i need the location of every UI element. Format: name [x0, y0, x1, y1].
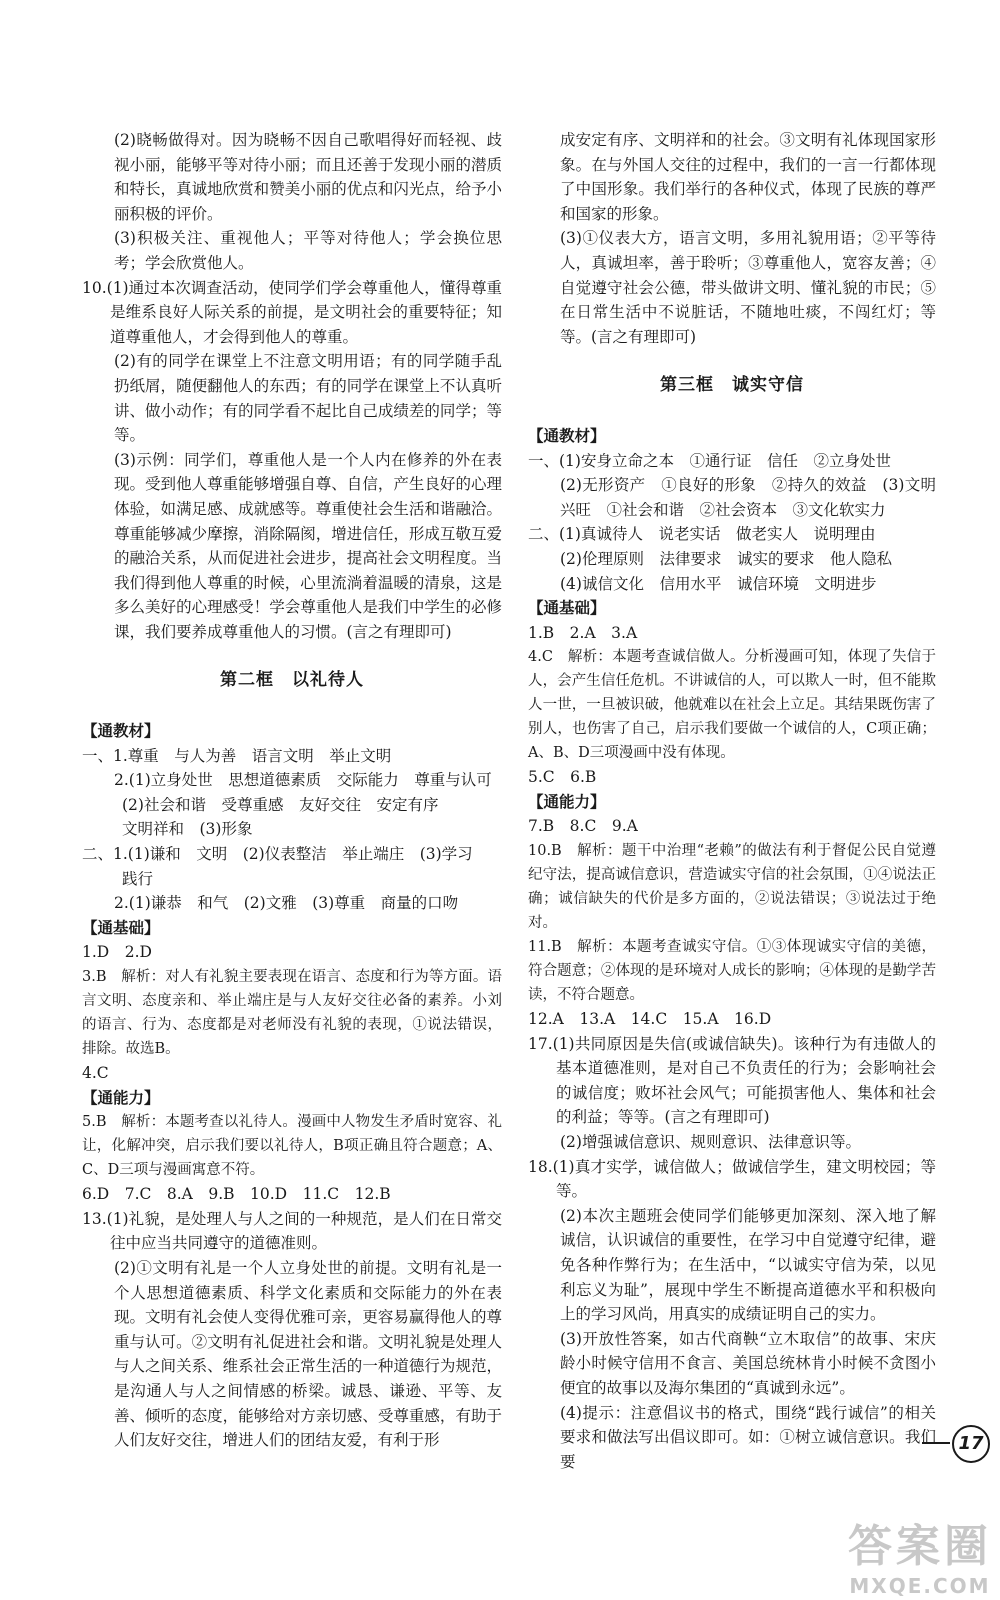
textbook-line: (4)诚信文化 信用水平 诚信环境 文明进步: [560, 574, 877, 593]
right-column: [528, 128, 952, 1474]
ability-answer: 13.(1)礼貌，是处理人与人之间的一种规范，是人们在日常交往中应当共同遵守的道德准则。: [82, 1209, 502, 1253]
page-number: [922, 1425, 990, 1463]
basics-heading: 【通基础】: [528, 598, 606, 618]
basics-answer: 4.C: [82, 1064, 109, 1082]
section-title-frame-2: 第二框 以礼待人: [220, 670, 364, 691]
textbook-heading: 【通教材】: [528, 425, 606, 445]
ability-heading: 【通能力】: [82, 1087, 160, 1107]
textbook-line: 二、1.(1)谦和 文明 (2)仪表整洁 举止端庄 (3)学习: [82, 845, 473, 864]
ability-answer: 11.B 解析：本题考查诚实守信。①③体现诚实守信的美德，符合题意；②体现的是环境对人成长的影响；④体现的是勤学苦读，不符合题意。: [528, 939, 936, 1004]
ability-answer: 5.B 解析：本题考查以礼待人。漫画中人物发生矛盾时宽容、礼让，化解冲突，启示我们要以礼待人，B项正确且符合题意；A、C、D三项与漫画寓意不符。: [82, 1114, 502, 1179]
ability-answer: (2)①文明有礼是一个人立身处世的前提。文明有礼是一个人思想道德素质、科学文化素质和交际能力的外在表现。文明有礼会使人变得优雅可亲，更容易赢得他人的尊重与认可。②文明有礼促进社会和谐。文明礼貌是处理人与人之间关系、维系社会正常生活的一种道德行为规范，是沟通人与人之间情感的桥梁。诚恳、谦逊、平等、友善、倾听的态度，能够给对方亲切感、受尊重感，有助于人们友好交往，增进人们的团结友爱，有利于形: [114, 1258, 502, 1450]
question-10-part-2: (2)有的同学在课堂上不注意文明用语；有的同学随手乱扔纸屑，随便翻他人的东西；有的同学在课堂上不认真听讲、做小动作；有的同学看不起比自己成绩差的同学；等等。: [114, 352, 502, 445]
textbook-line: (2)社会和谐 受尊重感 友好交往 安定有序: [122, 795, 439, 814]
watermark-logo: [848, 1510, 992, 1598]
basics-answer: 1.D 2.D: [82, 943, 152, 962]
ability-answer: (3)开放性答案，如古代商鞅“立木取信”的故事、宋庆龄小时候守信用不食言、美国总统林肯小时候不贪图小便宜的故事以及海尔集团的“真诚到永远”。: [560, 1329, 936, 1397]
textbook-line: 文明祥和 (3)形象: [122, 820, 253, 839]
ability-answer: (4)提示：注意倡议书的格式，围绕“践行诚信”的相关要求和做法写出倡议即可。如：①树立诚信意识。我们要: [560, 1403, 936, 1471]
continued-answer-2: (2)晓畅做得对。因为晓畅不因自己歌唱得好而轻视、歧视小丽，能够平等对待小丽；而且还善于发现小丽的潜质和特长，真诚地欣赏和赞美小丽的优点和闪光点，给予小丽积极的评价。: [114, 131, 502, 223]
textbook-line: 一、1.尊重 与人为善 语言文明 举止文明: [82, 746, 392, 765]
ability-answer: (2)本次主题班会使同学们能够更加深刻、深入地了解诚信，认识诚信的重要性，在学习中自觉遵守纪律，避免各种作弊行为；在生活中，“以诚实守信为荣，以见利忘义为耻”，展现中学生不断提高道德水平和积极向上的学习风尚，用真实的成绩证明自己的实力。: [560, 1206, 936, 1324]
ability-answer: 12.A 13.A 14.C 15.A 16.D: [528, 1010, 772, 1029]
basics-heading: 【通基础】: [82, 917, 160, 937]
ability-answer: 6.D 7.C 8.A 9.B 10.D 11.C 12.B: [82, 1185, 391, 1204]
watermark-url: MXQE.COM: [849, 1574, 991, 1598]
ability-answer: 18.(1)真才实学，诚信做人；做诚信学生，建文明校园；等等。: [528, 1157, 936, 1201]
textbook-line: 践行: [122, 869, 154, 888]
question-10-part-1: 10.(1)通过本次调查活动，使同学们学会尊重他人，懂得尊重是维系良好人际关系的前提，是文明社会的重要特征；知道尊重他人，才会得到他人的尊重。: [82, 278, 502, 346]
basics-answer: 1.B 2.A 3.A: [528, 623, 638, 642]
basics-answer: 4.C 解析：本题考查诚信做人。分析漫画可知，体现了失信于人，会产生信任危机。不讲诚信的人，可以欺人一时，但不能欺人一世，一旦被识破，他就难以在社会上立足。其结果既伤害了别人，也伤害了自己，启示我们要做一个诚信的人，C项正确；A、B、D三项漫画中没有体现。: [528, 649, 936, 762]
continued-answer-3: (3)①仪表大方，语言文明，多用礼貌用语；②平等待人，真诚坦率，善于聆听；③尊重他人，宽容友善；④自觉遵守社会公德，带头做讲文明、懂礼貌的市民；⑤在日常生活中不说脏话，不随地吐痰，不闯红灯；等等。(言之有理即可): [560, 229, 936, 346]
basics-answer: 5.C 6.B: [528, 768, 597, 787]
ability-answer: 10.B 解析：题干中治理“老赖”的做法有利于督促公民自觉遵纪守法，提高诚信意识，营造诚实守信的社会氛围，①④说法正确；诚信缺失的代价是多方面的，②说法错误；③说法过于绝对。: [528, 843, 936, 932]
ability-heading: 【通能力】: [528, 791, 606, 811]
continued-answer-3: (3)积极关注、重视他人；平等对待他人；学会换位思考；学会欣赏他人。: [114, 229, 502, 272]
watermark-title: 答案圈: [848, 1521, 992, 1572]
continued-answer: 成安定有序、文明祥和的社会。③文明有礼体现国家形象。在与外国人交往的过程中，我们的一言一行都体现了中国形象。我们举行的各种仪式，体现了民族的尊严和国家的形象。: [560, 131, 936, 223]
textbook-heading: 【通教材】: [82, 721, 160, 741]
ability-answer: (2)增强诚信意识、规则意识、法律意识等。: [560, 1133, 861, 1152]
textbook-line: 一、(1)安身立命之本 ①通行证 信任 ②立身处世: [528, 451, 891, 470]
question-10-part-3: (3)示例：同学们，尊重他人是一个人内在修养的外在表现。受到他人尊重能够增强自尊、自信，产生良好的心理体验，如满足感、成就感等。尊重使社会生活和谐融洽。尊重能够减少摩擦，消除隔阂，增进信任，形成互敬互爱的融洽关系，从而促进社会进步，提高社会文明程度。当我们得到他人尊重的时候，心里流淌着温暖的清泉，这是多么美好的心理感受！学会尊重他人是我们中学生的必修课，我们要养成尊重他人的习惯。(言之有理即可): [114, 450, 502, 641]
ability-answer: 17.(1)共同原因是失信(或诚信缺失)。该种行为有违做人的基本道德准则，是对自己不负责任的行为；会影响社会的诚信度；败坏社会风气；可能损害他人、集体和社会的利益；等等。(言之有理即可): [528, 1034, 936, 1127]
left-column: [82, 128, 502, 1453]
textbook-line: 2.(1)立身处世 思想道德素质 交际能力 尊重与认可: [114, 771, 492, 790]
textbook-line: 2.(1)谦恭 和气 (2)文雅 (3)尊重 商量的口吻: [114, 894, 459, 913]
basics-answer: 3.B 解析：对人有礼貌主要表现在语言、态度和行为等方面。语言文明、态度亲和、举止端庄是与人友好交往必备的素养。小刘的语言、行为、态度都是对老师没有礼貌的表现，①说法错误，排除。故选B。: [82, 969, 502, 1057]
ability-answer: 7.B 8.C 9.A: [528, 817, 638, 836]
section-title-frame-3: 第三框 诚实守信: [660, 375, 804, 396]
page-number-badge: 17: [952, 1425, 990, 1463]
textbook-line: 二、(1)真诚待人 说老实话 做老实人 说明理由: [528, 525, 876, 544]
textbook-line: (2)伦理原则 法律要求 诚实的要求 他人隐私: [560, 549, 892, 568]
textbook-line: (2)无形资产 ①良好的形象 ②持久的效益 (3)文明 兴旺 ①社会和谐 ②社会资本 ③文化软实力: [560, 476, 952, 519]
page-number-rule: [922, 1442, 950, 1444]
